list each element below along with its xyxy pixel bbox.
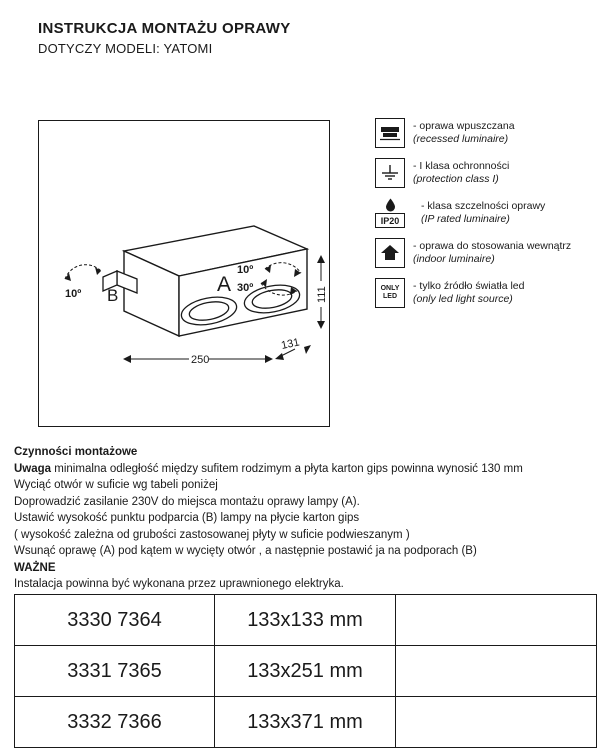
table-cell-codes: 3331 7365 [15,646,215,697]
table-cell-dims: 133x133 mm [215,595,396,646]
table-row [15,595,597,646]
legend-label-pl: - oprawa do stosowania [413,240,524,252]
technical-drawing-box [38,120,330,427]
instructions-line-6: Wsunąć oprawę (A) pod kątem w wycięty otwór , a następnie postawić ja na podporach (B) [14,545,477,557]
legend-item-text [413,160,509,186]
only-led-text-2: LED [383,293,397,300]
drawing-dim-width: 250 [191,354,210,366]
legend-item-indoor [375,236,575,270]
legend-label-pl: - oprawa wpuszczana [413,120,515,132]
drawing-label-b: B [107,286,119,305]
drawing-dim-depth: 131 [280,336,301,352]
only-led-text-1: ONLY [380,284,400,292]
drawing-label-a: A [217,273,232,296]
drawing-angle-bottom: 30º [237,282,254,294]
instructions-line-2: Wyciąć otwór w suficie wg tabeli poniżej [14,479,218,491]
legend-item-text [413,120,515,146]
legend-label-en: (indoor luminaire) [413,253,495,265]
table-cell-empty [396,697,597,748]
ip-rating-icon [375,213,405,228]
water-drop-icon [375,198,405,212]
legend-item-text [413,280,524,306]
dimensions-table-wrapper [14,594,597,748]
legend-item-ip-rating [375,196,575,230]
ip-rating-text: IP20 [380,215,400,226]
instructions-line-3: Doprowadzić zasilanie 230V do miejsca montażu oprawy lampy (A). [14,495,360,508]
document-header [38,20,291,56]
drawing-dim-height: 111 [316,286,328,303]
legend-label-en: (recessed luminaire) [413,133,509,145]
table-cell-codes: 3332 7366 [15,697,215,748]
recessed-luminaire-icon [375,118,405,148]
only-led-icon [375,278,405,308]
table-row [15,646,597,697]
instructions-line-4: Ustawić wysokość punktu podparcia (B) lampy na płycie karton gips [14,512,360,524]
page-title: INSTRUKCJA MONTAŻU OPRAWY [38,20,291,37]
table-cell-empty [396,646,597,697]
table-cell-dims: 133x371 mm [215,697,396,748]
legend-label-en: (IP rated luminaire) [421,213,510,225]
legend-item-protection-class [375,156,575,190]
legend-label-en: (only led light source) [413,293,513,305]
indoor-use-icon [375,238,405,268]
protection-class-1-icon [375,158,405,188]
legend-item-recessed [375,116,575,150]
instructions-line-1 [14,461,604,478]
table-cell-dims: 133x251 mm [215,646,396,697]
table-row [15,697,597,748]
instructions-heading: Czynności montażowe [14,446,138,458]
instructions-line-1-bold: Uwaga [14,462,52,475]
instructions-block [14,444,604,593]
dimensions-table [14,594,597,748]
legend-list [375,116,575,316]
legend-item-text [421,200,545,226]
luminaire-diagram [39,121,329,426]
important-text: Instalacja powinna być wykonana przez uprawnionego elektryka. [14,578,344,590]
legend-label-pl-cont: wewnątrz [526,240,572,252]
page-subtitle: DOTYCZY MODELI: YATOMI [38,41,213,56]
legend-label-pl: - I klasa ochronności [413,160,510,172]
important-heading: WAŻNE [14,561,56,574]
instructions-line-5: ( wysokość zależna od grubości zastosowanej płyty w suficie podwieszanym ) [14,528,410,541]
instructions-line-1-rest: minimalna odległość między sufitem rodzimym a płyta karton gips powinna wynosić 130 mm [51,462,523,475]
legend-label-pl: - tylko źródło światła led [413,280,525,292]
table-cell-empty [396,595,597,646]
table-cell-codes: 3330 7364 [15,595,215,646]
legend-item-only-led [375,276,575,310]
legend-label-pl: - klasa szczelności oprawy [421,200,546,212]
drawing-angle-top: 10º [237,264,254,276]
drawing-angle-left: 10º [65,288,82,300]
legend-label-en: (protection class I) [413,173,499,185]
legend-item-text [413,240,571,266]
